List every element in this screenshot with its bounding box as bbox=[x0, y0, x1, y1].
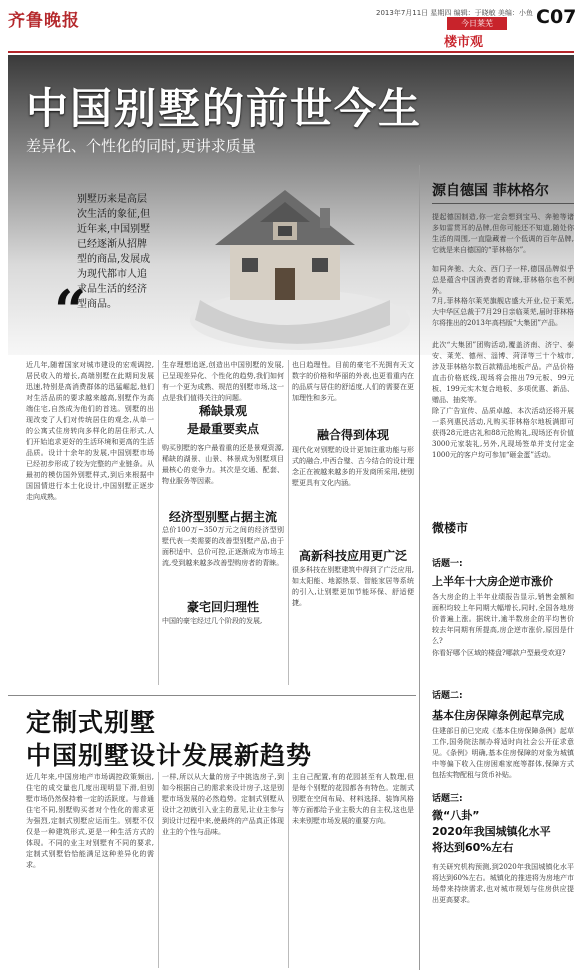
ad-paragraph: 除了广告宣传、品质卓越、本次活动还将开展一系列惠民活动,凡购买菲林格尔地板满即可获得28元进店礼和88元抢购礼,现场还有价值3000元家装礼,另外,凡现场签单并支付定金1000元的客户均可参加“砸金蛋”活动。 bbox=[432, 407, 574, 459]
column-divider bbox=[288, 360, 289, 685]
article-subheading: 豪宅回归理性 bbox=[186, 600, 259, 614]
article-column: 现代化对别墅的设计更加注重功能与形式的融合,中西合璧、古今结合的设计理念正在被越来越多的开发商所采用,使别墅更具有文化内涵。 bbox=[292, 446, 414, 487]
topic-label: 话题一: bbox=[432, 559, 463, 569]
article-column: 中国的豪宅经过几个阶段的发展, bbox=[162, 617, 263, 625]
column-divider bbox=[158, 360, 159, 685]
topic-title: 上半年十大房企逆市涨价 bbox=[432, 575, 553, 588]
feature-subheadline: 差异化、个性化的同时,更讲求质量 bbox=[26, 137, 256, 155]
article-subheading: 高新科技应用更广泛 bbox=[298, 549, 407, 563]
topic-label: 话题二: bbox=[432, 691, 463, 701]
newspaper-masthead: 齐鲁晚报 bbox=[8, 11, 80, 31]
article-column: 总价100万~350万元之间的经济型别墅代表一类需要的改善型别墅产品,由于面积适中、总价可控,正逐渐成为市场主流,受到越来越多改善型购房者的青睐。 bbox=[162, 526, 284, 567]
section-divider bbox=[8, 695, 416, 696]
feature-headline: 中国别墅的前世今生 bbox=[26, 84, 423, 133]
ad-paragraph: 此次“大集团”团购活动,覆盖济南、济宁、泰安、莱芜、德州、淄博、菏泽等三十个城市,涉及菲林格尔数百款精品地板产品。产品价格直击价格底线,现场将会推出79元板、99元板、199元实木复合地板、多项优惠、新品、赠品、抽奖等。 bbox=[432, 341, 574, 404]
ad-paragraph: 7月,菲林格尔莱芜旗舰店盛大开业,位于莱芜,大中华区总裁于7月29日亲临莱芜,届时菲林格尔将推出的2013年高档版“大集团”产品。 bbox=[432, 297, 574, 327]
article-column: 购买别墅的客户最看重的还是景观资源,稀缺的湖景、山景、林景成为别墅项目最核心的竞争力。其次是交通、配套、物业服务等因素。 bbox=[162, 444, 284, 485]
topic-body: 有关研究机构预测,到2020年我国城镇化水平将达到60%左右。城镇化的推进将为房地产市场带来持续需求,也对城市规划与住房供应提出更高要求。 bbox=[432, 863, 574, 904]
topic-body: 住建部日前已完成《基本住房保障条例》起草工作,国务院法制办将适时向社会公开征求意见。《条例》明确,基本住房保障的对象为城镇中等偏下收入住房困难家庭等群体,保障方式包括实物配租与货币补贴。 bbox=[432, 727, 574, 779]
article-column: 近几年来,中国房地产市场调控政策频出,住宅的成交量也几度出现明显下滑,但别墅市场仍然保持着一定的活跃度。与普通住宅不同,别墅购买者对个性化的需求更为强烈,定制式别墅应运而生。别墅不仅仅是一种建筑形式,更是一种生活方式的体现。不同的业主对别墅有不同的要求,定制式别墅恰恰能满足这种差异化的需求。 bbox=[26, 773, 154, 869]
ad-column-title: 源自德国 菲林格尔 bbox=[432, 183, 549, 199]
section-headline-line1: 定制式别墅 bbox=[26, 708, 157, 737]
article-column: 生存理想追逐,创造出中国别墅的发展,已呈现差异化、个性化的趋势,我们如何有一个更为成熟、规范的别墅市场,这一点是我们值得关注的问题。 bbox=[162, 361, 284, 402]
article-subheading: 稀缺景观 是最重要卖点 bbox=[186, 404, 259, 436]
article-column: 也日趋理性。目前的豪宅不光拥有天文数字的价格和华丽的外表,也更看重内在的品质与居住的舒适度,人们的需要在更加理性和多元。 bbox=[292, 361, 414, 402]
article-column: 很多科技在别墅建筑中得到了广泛应用,如太阳能、地源热泵、智能家居等系统的引入,让别墅更加节能环保、舒适便捷。 bbox=[292, 566, 414, 607]
article-subheading: 经济型别墅占据主流 bbox=[168, 510, 277, 524]
topic-quote: 你看好哪个区域的楼盘?哪款户型最受欢迎? bbox=[432, 649, 566, 657]
page-number: C07 bbox=[536, 6, 577, 28]
section-name: 楼市观 bbox=[444, 35, 484, 50]
article-column: 主自己配置,有的花园甚至有人数理,但是每个别墅的花园都各有特色。定制式别墅在空间布局、材料选择、装饰风格等方面都给予业主极大的自主权,这也是未来别墅市场发展的重要方向。 bbox=[292, 773, 414, 825]
topic-title: 微“八卦” 2020年我国城镇化水平 将达到60%左右 bbox=[432, 809, 551, 854]
column-divider bbox=[288, 772, 289, 968]
quote-mark-icon: “ bbox=[54, 278, 87, 344]
issue-date-line: 2013年7月11日 星期四 编辑：于晓敏 美编：小鱼 bbox=[376, 9, 533, 17]
article-subheading: 融合得到体现 bbox=[316, 428, 389, 442]
ad-paragraph: 提起德国制造,你一定会想到宝马、奔驰等诸多如雷贯耳的品牌,但你可能还不知道,随处你生活的周围,一直隐藏着一个低调的百年品牌,它就是来自德国的“菲林格尔”。 bbox=[432, 213, 574, 254]
edition-tag: 今日莱芜 bbox=[447, 17, 507, 30]
ad-paragraph: 如同奔驰、大众、西门子一样,德国品牌似乎总是蕴含中国消费者的青睐,菲林格尔也不例外。 bbox=[432, 265, 574, 295]
intro-blurb: 别墅历来是高层次生活的象征,但近年来,中国别墅已经逐渐从招牌型的商品,发展成为现代都市人追求品生活的经济型商品。 bbox=[77, 194, 151, 310]
house-in-hand-photo bbox=[160, 150, 410, 350]
column-divider bbox=[158, 772, 159, 968]
article-column: 近几年,随着国家对城市建设的宏观调控,居民收入的增长,高端别墅在此期间发展迅速,特别是高消费群体的迅猛崛起,他们对生活品质的要求越来越高,别墅作为高端住宅,自然成为他们的首选。别墅的出现改变了人们对传统居住的观念,从单一的公寓式住房转向多样化的居住形式,人们开始追求更好的生活环境和更高的生活品质。设计十余年的发展,中国别墅市场已经初步形成了较为完整的产业链条。从最初的模仿国外别墅样式,到后来根据中国国情进行本土化设计,中国别墅正逐步走向成熟。 bbox=[26, 361, 154, 501]
topic-body: 各大房企的上半年业绩报告显示,销售金额和面积均较上年同期大幅增长,同时,全国各地房价普遍上涨。据统计,逾半数房企的平均售价较去年同期有所提高,房企逆市涨价,原因是什么? bbox=[432, 593, 574, 645]
right-column-divider bbox=[419, 165, 420, 970]
section-headline-line2: 中国别墅设计发展新趋势 bbox=[26, 741, 313, 770]
topic-title: 基本住房保障条例起草完成 bbox=[432, 709, 564, 722]
article-column: 一样,所以从大量的房子中挑选房子,到如今根据自己的需求来设计房子,这是别墅市场发展的必然趋势。定制式别墅从设计之初就引入业主的意见,让业主参与到设计过程中来,使最终的产品真正体现业主的个性与品味。 bbox=[162, 773, 284, 836]
ad-title-underline bbox=[432, 203, 574, 204]
header-divider bbox=[8, 51, 574, 53]
weibo-section-heading: 微楼市 bbox=[432, 521, 469, 535]
topic-label: 话题三: bbox=[432, 794, 463, 804]
